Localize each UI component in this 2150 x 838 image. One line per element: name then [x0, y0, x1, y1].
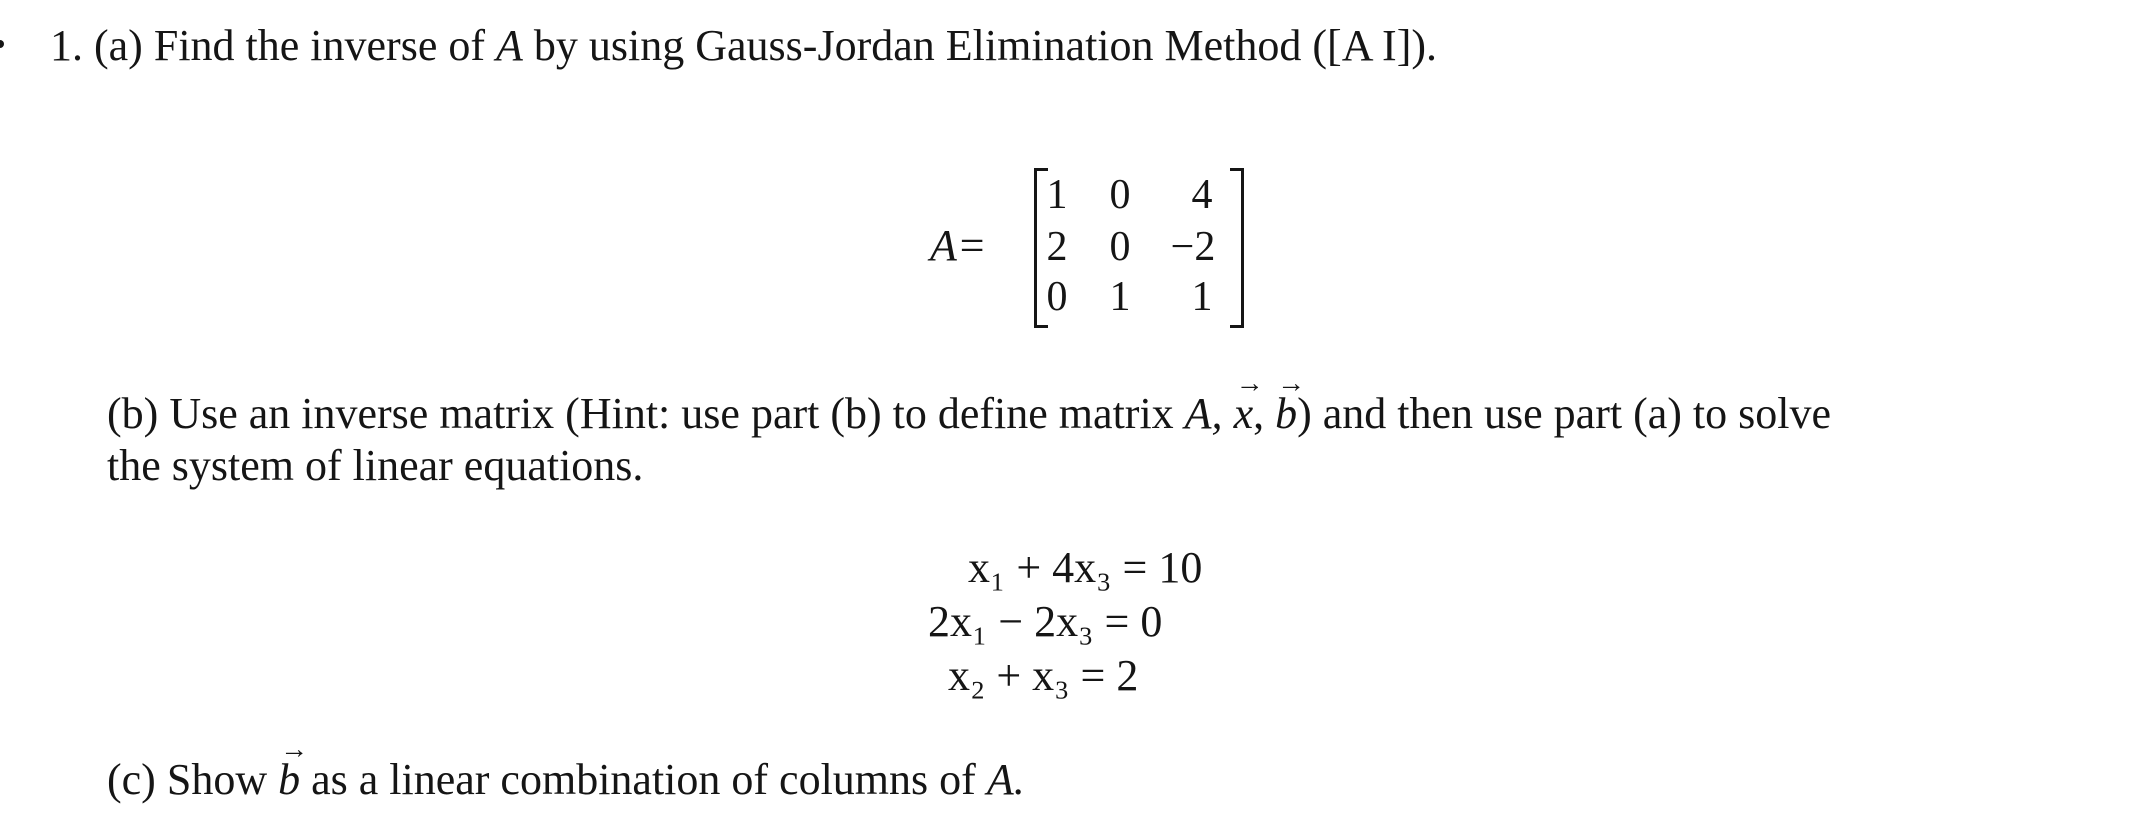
- vector-x: [1233, 368, 1264, 440]
- vector-arrow-icon: →: [1235, 368, 1264, 399]
- vector-b-letter: b: [1275, 389, 1298, 438]
- matrix-cell: 4: [1191, 172, 1213, 218]
- vector-arrow-icon: →: [1277, 368, 1306, 399]
- part-b-line-1: (b) Use an inverse matrix (Hint: use part (b) to define matrix A, → x, → b) and then use part (a) to solve: [107, 368, 1832, 438]
- vector-b: [278, 734, 309, 806]
- equation-system: [900, 542, 1300, 712]
- matrix-a: [930, 168, 1260, 328]
- matrix-cell: 0: [1046, 274, 1068, 320]
- matrix-cell: 1: [1191, 274, 1213, 320]
- part-b-text: Use an inverse matrix (Hint: use part (b) to define matrix: [169, 389, 1174, 438]
- matrix-label: A=: [930, 221, 987, 270]
- vector-arrow-icon: →: [280, 734, 309, 765]
- matrix-cell: −2: [1170, 224, 1216, 270]
- part-b-label: (b): [107, 389, 159, 438]
- equation-lhs: 2x₁ − 2x₃: [928, 597, 1094, 646]
- question-number: 1.: [50, 21, 83, 70]
- question-1a: [50, 20, 1437, 72]
- part-c: [107, 734, 1025, 806]
- part-c-text-2: as a linear combination of columns of: [311, 755, 976, 804]
- vector-x-letter: x: [1233, 389, 1254, 438]
- matrix-cell: 2: [1046, 224, 1068, 270]
- margin-dot: [0, 40, 4, 48]
- vector-b-letter: b: [278, 755, 301, 804]
- equation-rhs: = 0: [1104, 597, 1163, 646]
- part-c-label: (c): [107, 755, 156, 804]
- matrix-cell: 1: [1046, 172, 1068, 218]
- part-b-text-end: ) and then use part (a) to solve: [1297, 389, 1832, 438]
- part-a-var: A: [496, 21, 523, 70]
- part-b-line-2: the system of linear equations.: [107, 441, 644, 490]
- matrix-cell: 1: [1109, 274, 1131, 320]
- equation-1: [968, 542, 1202, 594]
- equation-2: [928, 596, 1162, 648]
- matrix-cell: 0: [1109, 172, 1131, 218]
- part-a-text-1: Find the inverse of: [153, 21, 486, 70]
- equation-rhs: = 2: [1080, 651, 1139, 700]
- part-c-text-1: Show: [166, 755, 268, 804]
- part-a-text-2: by using Gauss-Jordan Elimination Method ([A I]).: [533, 21, 1438, 70]
- part-a-label: (a): [94, 21, 143, 70]
- matrix-cell: 0: [1109, 224, 1131, 270]
- equation-3: [948, 650, 1138, 702]
- part-b-var-a: A,: [1184, 389, 1223, 438]
- vector-b: [1275, 368, 1306, 440]
- equation-lhs: x₂ + x₃: [948, 651, 1070, 700]
- equation-rhs: = 10: [1122, 543, 1203, 592]
- part-c-var-a: A.: [986, 755, 1025, 804]
- equation-lhs: x₁ + 4x₃: [968, 543, 1112, 592]
